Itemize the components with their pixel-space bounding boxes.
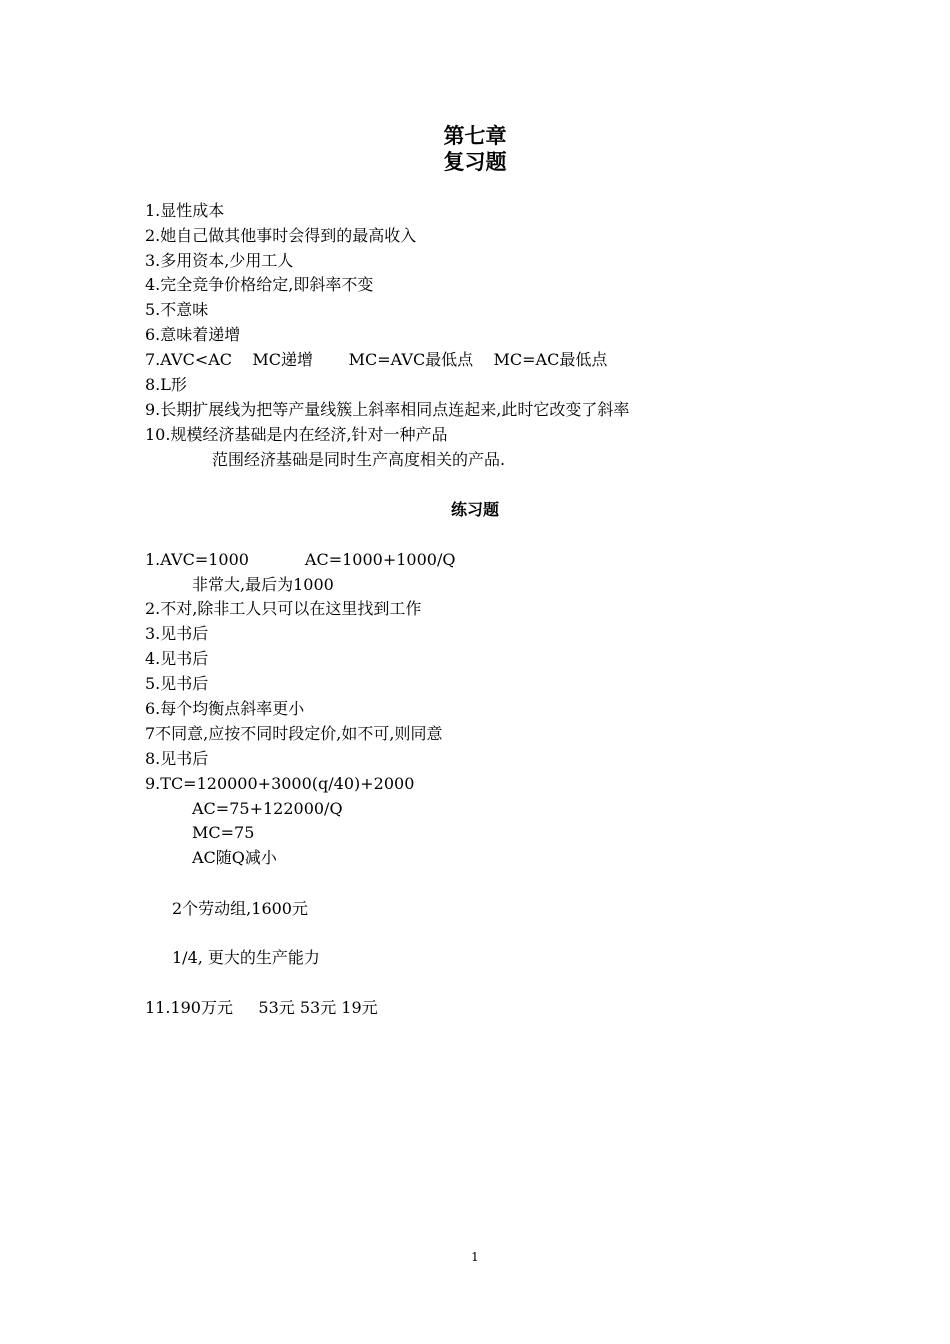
page-number: 1	[471, 1250, 479, 1264]
review-item-6: 6.意味着递增	[145, 325, 241, 344]
practice-item-11: 11.190万元 53元 53元 19元	[145, 998, 378, 1017]
review-item-8: 8.L形	[145, 375, 187, 394]
review-item-1: 1.显性成本	[145, 201, 225, 220]
practice-item-5: 5.见书后	[145, 674, 209, 693]
practice-item-9: 9.TC=120000+3000(q/40)+2000	[145, 774, 415, 793]
practice-item-8: 8.见书后	[145, 749, 209, 768]
practice-item-3: 3.见书后	[145, 624, 209, 643]
practice-item-7: 7不同意,应按不同时段定价,如不可,则同意	[145, 724, 443, 743]
review-item-2: 2.她自己做其他事时会得到的最高收入	[145, 226, 417, 245]
practice-item-2: 2.不对,除非工人只可以在这里找到工作	[145, 599, 422, 618]
chapter-title: 第七章	[443, 124, 507, 148]
practice-extra-labor-groups: 2个劳动组,1600元	[172, 899, 308, 918]
review-item-7: 7.AVC<AC MC递增 MC=AVC最低点 MC=AC最低点	[145, 350, 608, 369]
practice-item-9-trend: AC随Q减小	[192, 848, 277, 867]
practice-section-title: 练习题	[450, 500, 499, 519]
review-section-title: 复习题	[443, 150, 507, 174]
practice-item-9-mc: MC=75	[192, 823, 255, 842]
practice-item-6: 6.每个均衡点斜率更小	[145, 699, 305, 718]
practice-item-9-ac: AC=75+122000/Q	[192, 799, 343, 818]
practice-item-1-sub: 非常大,最后为1000	[192, 575, 334, 594]
review-item-10: 10.规模经济基础是内在经济,针对一种产品	[145, 425, 448, 444]
practice-item-1: 1.AVC=1000 AC=1000+1000/Q	[145, 550, 456, 569]
review-item-4: 4.完全竞争价格给定,即斜率不变	[145, 275, 374, 294]
review-item-5: 5.不意味	[145, 300, 209, 319]
review-item-9: 9.长期扩展线为把等产量线簇上斜率相同点连起来,此时它改变了斜率	[145, 400, 630, 419]
review-item-10-continuation: 范围经济基础是同时生产高度相关的产品.	[212, 450, 506, 469]
practice-extra-capacity: 1/4, 更大的生产能力	[172, 948, 320, 967]
practice-item-4: 4.见书后	[145, 649, 209, 668]
review-item-3: 3.多用资本,少用工人	[145, 251, 294, 270]
